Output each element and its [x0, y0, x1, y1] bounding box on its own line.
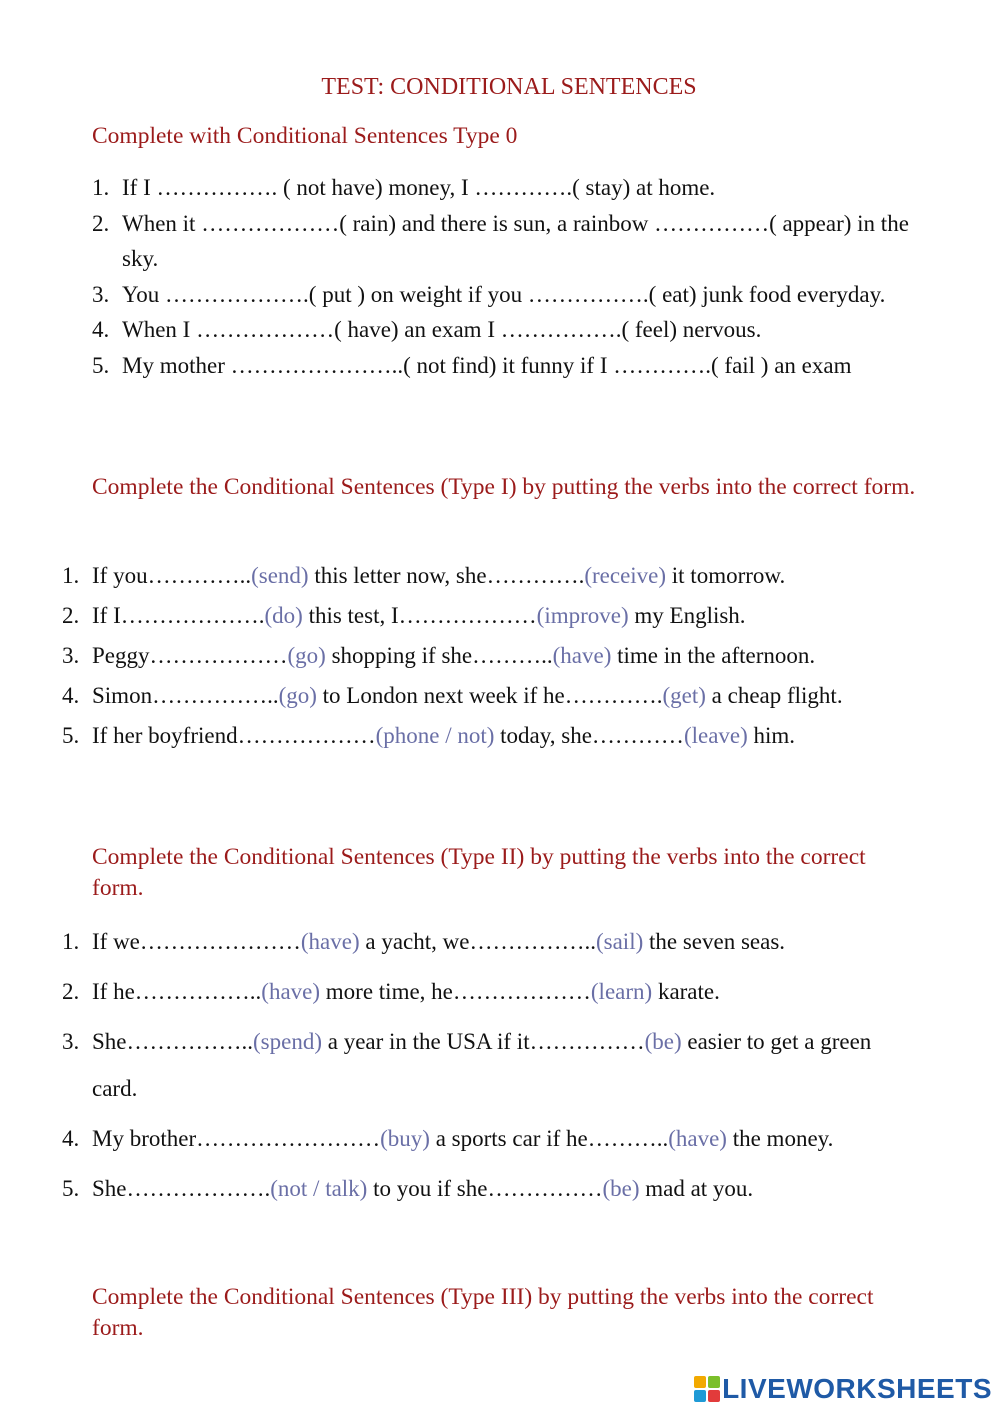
list-item: [62, 1115, 922, 1162]
item-number: 1.: [62, 929, 80, 954]
item-text: If he……………..: [92, 979, 262, 1004]
item-text: a yacht, we……………..: [359, 929, 596, 954]
verb-hint: (have): [300, 929, 360, 954]
item-text: karate.: [652, 979, 720, 1004]
verb-hint: (go): [278, 683, 317, 708]
item-text: shopping if she………..: [325, 643, 553, 668]
verb-hint: (learn): [590, 979, 653, 1004]
logo-text: LIVEWORKSHEETS: [722, 1373, 992, 1404]
section-2-list: [62, 918, 922, 1215]
verb-hint: (have): [668, 1126, 727, 1151]
item-number: 1.: [62, 563, 80, 588]
item-text: You ……………….( put ) on weight if you …………….( eat) junk food everyday.: [122, 281, 886, 307]
verb-hint: (spend): [253, 1029, 322, 1054]
worksheet-title: TEST: CONDITIONAL SENTENCES: [321, 74, 697, 100]
item-text: him.: [747, 723, 796, 748]
section-0-heading: Complete with Conditional Sentences Type 0: [92, 123, 518, 149]
item-text: My brother……………………: [92, 1126, 381, 1151]
item-text: easier to get a green card.: [92, 1029, 872, 1101]
list-item: [92, 170, 922, 206]
list-item: [62, 678, 922, 713]
item-text: She……………..: [92, 1029, 253, 1054]
verb-hint: (send): [251, 563, 309, 588]
verb-hint: (have): [552, 643, 612, 668]
section-1-heading: Complete the Conditional Sentences (Type I) by putting the verbs into the correct form.: [92, 474, 916, 500]
item-number: 1.: [92, 175, 110, 200]
item-number: 3.: [62, 643, 80, 668]
verb-hint: (receive): [584, 563, 667, 588]
item-text: a year in the USA if it……………: [321, 1029, 645, 1054]
item-number: 2.: [62, 603, 80, 628]
list-item: [62, 1018, 922, 1112]
item-text: it tomorrow.: [666, 563, 786, 588]
item-number: 4.: [62, 1126, 80, 1151]
item-number: 2.: [62, 979, 80, 1004]
item-text: more time, he………………: [320, 979, 591, 1004]
item-number: 3.: [62, 1029, 80, 1054]
item-number: 2.: [92, 210, 110, 236]
verb-hint: (leave): [683, 723, 748, 748]
item-text: Simon……………..: [92, 683, 279, 708]
list-item: [62, 638, 922, 673]
item-text: mad at you.: [639, 1176, 754, 1201]
item-text: the seven seas.: [643, 929, 786, 954]
list-item: [92, 348, 922, 384]
item-text: When I ………………( have) an exam I …………….( feel) nervous.: [122, 317, 762, 342]
list-item: [92, 312, 922, 348]
item-text: a cheap flight.: [705, 683, 843, 708]
item-text: My mother …………………..( not find) it funny if I ………….( fail ) an exam: [122, 352, 852, 378]
verb-hint: (sail): [595, 929, 644, 954]
item-text: this letter now, she………….: [308, 563, 585, 588]
item-text: If we…………………: [92, 929, 301, 954]
item-text: Peggy………………: [92, 643, 288, 668]
item-number: 5.: [62, 1176, 80, 1201]
item-text: If I……………….: [92, 603, 265, 628]
item-text: a sports car if he………..: [429, 1126, 669, 1151]
verb-hint: (not / talk): [270, 1176, 368, 1201]
list-item: [62, 968, 922, 1015]
verb-hint: (buy): [380, 1126, 430, 1151]
item-text: to you if she……………: [367, 1176, 603, 1201]
section-1-list: [62, 558, 922, 758]
list-item: [62, 918, 922, 965]
list-item: [62, 718, 922, 753]
verb-hint: (do): [264, 603, 303, 628]
item-number: 3.: [92, 281, 110, 307]
list-item: [62, 558, 922, 593]
verb-hint: (be): [602, 1176, 640, 1201]
item-number: 4.: [92, 317, 110, 342]
item-text: She……………….: [92, 1176, 271, 1201]
item-number: 5.: [62, 723, 80, 748]
section-2-heading: Complete the Conditional Sentences (Type II) by putting the verbs into the correct form.: [92, 844, 866, 901]
verb-hint: (have): [261, 979, 321, 1004]
liveworksheets-logo-icon: [694, 1376, 720, 1402]
section-0-list: [92, 170, 922, 383]
list-item: [92, 277, 922, 313]
verb-hint: (go): [287, 643, 326, 668]
item-text: my English.: [628, 603, 746, 628]
item-text: to London next week if he………….: [316, 683, 663, 708]
list-item: [92, 206, 922, 277]
list-item: [62, 598, 922, 633]
item-number: 5.: [92, 352, 110, 378]
liveworksheets-logo[interactable]: [694, 1371, 992, 1407]
item-text: If you…………..: [92, 563, 252, 588]
verb-hint: (get): [662, 683, 706, 708]
item-text: time in the afternoon.: [611, 643, 816, 668]
section-3-heading: Complete the Conditional Sentences (Type III) by putting the verbs into the correct form.: [92, 1284, 874, 1341]
item-text: If her boyfriend………………: [92, 723, 376, 748]
verb-hint: (be): [644, 1029, 682, 1054]
list-item: [62, 1165, 922, 1212]
item-text: the money.: [726, 1126, 834, 1151]
verb-hint: (phone / not): [375, 723, 495, 748]
item-text: today, she…………: [494, 723, 684, 748]
item-text: this test, I………………: [302, 603, 537, 628]
item-number: 4.: [62, 683, 80, 708]
verb-hint: (improve): [536, 603, 629, 628]
item-text: If I ……………. ( not have) money, I ………….( stay) at home.: [122, 175, 716, 200]
item-text: When it ………………( rain) and there is sun, a rainbow ……………( appear) in the sky.: [122, 210, 909, 271]
